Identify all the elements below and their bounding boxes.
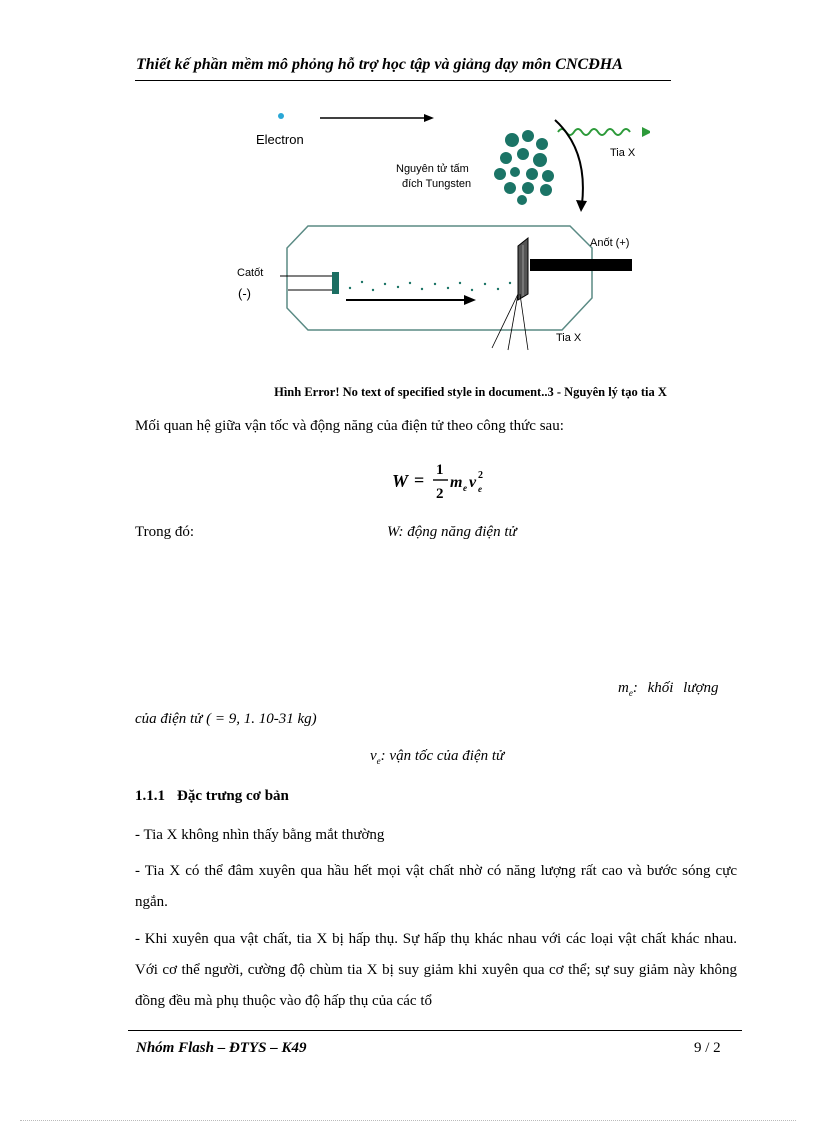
electron-beam-dots [349, 281, 511, 291]
formula-numerator: 1 [436, 462, 444, 478]
where-label: Trong đó: [135, 524, 195, 540]
xray-wave-top [558, 129, 630, 135]
formula-mass-sub: e [463, 483, 467, 493]
target-atoms-label-1: Nguyên tử tấm [396, 163, 469, 175]
me-symbol: m [618, 680, 629, 696]
page-bottom-border [20, 1120, 796, 1121]
curved-arrowhead [576, 200, 587, 212]
xray-bottom-label: Tia X [556, 332, 582, 344]
beam-arrowhead [464, 295, 476, 305]
xray-tube-diagram [210, 100, 650, 360]
me-def-a: : khối lượng [632, 680, 719, 696]
anode-rod [530, 259, 632, 271]
ve-symbol: v [370, 748, 377, 764]
me-definition-line2: của điện tử ( = 9, 1. 10-31 kg) [135, 711, 317, 727]
xray-rays [492, 294, 528, 350]
xray-top-label: Tia X [610, 147, 636, 159]
ve-definition [370, 748, 504, 766]
ve-sub: e [376, 756, 381, 766]
bullet-2: - Tia X có thể đâm xuyên qua hầu hết mọi vật chất nhờ có năng lượng rất cao và bước sóng cực ngắn. [135, 863, 737, 910]
formula-vel: v [469, 474, 477, 491]
cathode-sign-label: (-) [238, 286, 251, 301]
formula-equals: = [414, 470, 425, 490]
cathode-label: Catốt [237, 267, 264, 279]
intro-sentence: Mối quan hệ giữa vận tốc và động năng của điện tử theo công thức sau: [135, 418, 564, 434]
bullet-3: - Khi xuyên qua vật chất, tia X bị hấp thụ. Sự hấp thụ khác nhau với các loại vật chất khác nhau. Với cơ thể người, cường độ chùm tia X bị suy giảm khi xuyên qua cơ thể; sự suy giảm này không đồng đều mà phụ thuộc vào độ hấp thụ của các tổ [135, 931, 737, 1009]
xray-wave-arrowhead [642, 127, 650, 137]
header-divider [135, 80, 671, 81]
footer-left: Nhóm Flash – ĐTYS – K49 [136, 1040, 307, 1056]
me-definition-line1 [618, 680, 719, 698]
ve-def: : vận tốc của điện tử [380, 748, 505, 764]
me-sub: e [628, 688, 633, 698]
formula-vel-sub: e [478, 484, 482, 494]
kinetic-energy-formula [388, 456, 508, 504]
electron-arrowhead [424, 114, 434, 122]
bullet-1: - Tia X không nhìn thấy bằng mắt thường [135, 827, 385, 843]
electron-label: Electron [256, 132, 304, 147]
page-number: 9 / 2 [694, 1040, 721, 1056]
formula-lhs: W [392, 471, 409, 491]
tungsten-atoms [494, 130, 554, 205]
formula-vel-sup: 2 [478, 470, 483, 481]
header-title: Thiết kế phần mềm mô phỏng hỗ trợ học tập và giảng dạy môn CNCĐHA [136, 56, 623, 73]
section-heading [135, 788, 289, 805]
formula-denominator: 2 [436, 486, 444, 502]
anode-label: Anốt (+) [590, 237, 630, 249]
section-title: Đặc trưng cơ bản [177, 788, 289, 804]
cathode-filament [332, 272, 339, 294]
curved-arrow [555, 120, 583, 204]
formula-mass: m [450, 474, 463, 491]
target-atoms-label-2: đích Tungsten [402, 178, 472, 190]
section-number: 1.1.1 [135, 788, 165, 804]
electron-dot [278, 113, 284, 119]
footer-divider [128, 1030, 742, 1031]
w-definition: W: động năng điện tử [387, 524, 517, 540]
figure-caption: Hình Error! No text of specified style in document..3 - Nguyên lý tạo tia X [274, 385, 667, 399]
